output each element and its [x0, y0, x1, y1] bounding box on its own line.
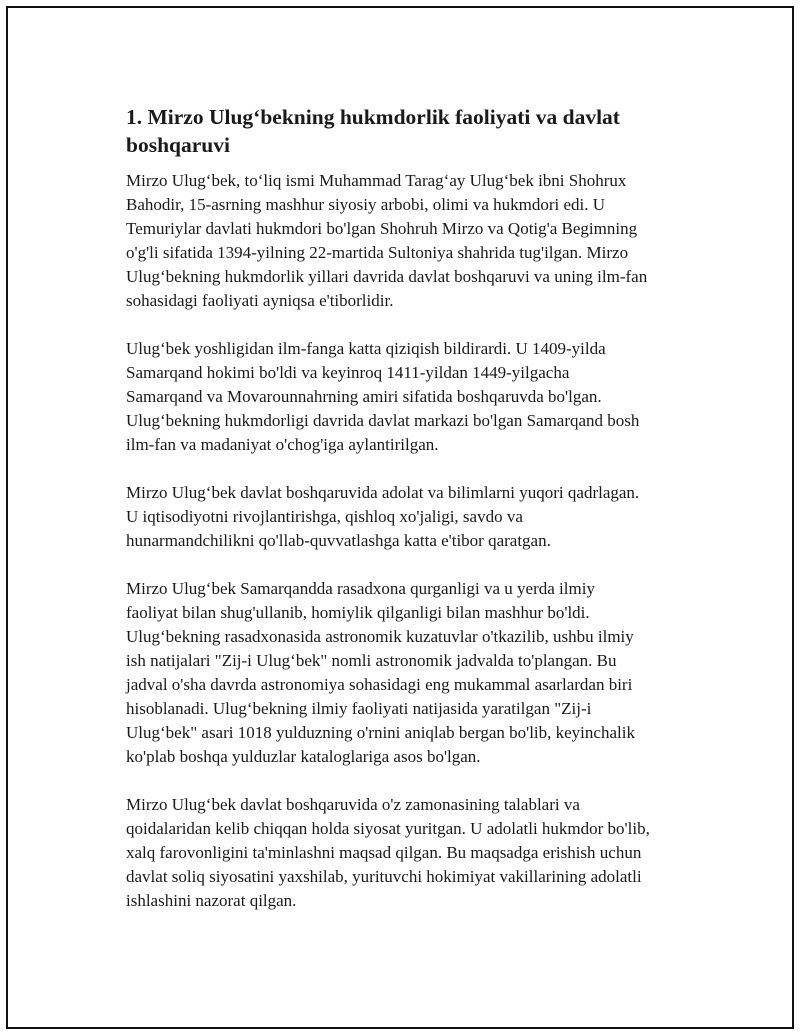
section-heading: 1. Mirzo Ulug‘bekning hukmdorlik faoliyati va davlat boshqaruvi [126, 105, 620, 157]
document-body [126, 103, 696, 937]
paragraph-governance: Mirzo Ulug‘bek davlat boshqaruvida o'z zamonasining talablari va qoidalaridan kelib chiqqan holda siyosat yuritgan. U adolatli hukmdor bo'lib, xalq farovonligini ta'minlashni maqsad qilgan. Bu maqsadga erishish uchun davlat soliq siyosatini yaxshilab, yurituvchi hokimiyat vakillarining adolatli ishlashini nazorat qilgan. [126, 795, 650, 910]
paragraph-observatory: Mirzo Ulug‘bek Samarqandda rasadxona qurganligi va u yerda ilmiy faoliyat bilan shug'ullanib, homiylik qilganligi bilan mashhur bo'ldi. Ulug‘bekning rasadxonasida astronomik kuzatuvlar o'tkazilib, ushbu ilmiy ish natijalari "Zij-i Ulug‘bek" nomli astronomik jadvalda to'plangan. Bu jadval o'sha davrda astronomiya sohasidagi eng mukammal asarlardan biri hisoblanadi. Ulug‘bekning ilmiy faoliyati natijasida yaratilgan "Zij-i Ulug‘bek" asari 1018 yulduzning o'rnini aniqlab bergan bo'lib, keyinchalik ko'plab boshqa yulduzlar kataloglariga asos bo'lgan. [126, 579, 635, 766]
page-frame [6, 6, 794, 1029]
paragraph-early-rule: Ulug‘bek yoshligidan ilm-fanga katta qiziqish bildirardi. U 1409-yilda Samarqand hokimi bo'ldi va keyinroq 1411-yildan 1449-yilgacha Samarqand va Movarounnahrning amiri sifatida boshqaruvda bo'lgan. Ulug‘bekning hukmdorligi davrida davlat markazi bo'lgan Samarqand bosh ilm-fan va madaniyat o'chog'iga aylantirilgan. [126, 339, 640, 454]
paragraph-biography: Mirzo Ulug‘bek, to‘liq ismi Muhammad Tarag‘ay Ulug‘bek ibni Shohrux Bahodir, 15-asrning mashhur siyosiy arbobi, olimi va hukmdori edi. U Temuriylar davlati hukmdori bo'lgan Shohruh Mirzo va Qotig'a Begimning o'g'li sifatida 1394-yilning 22-martida Sultoniya shahrida tug'ilgan. Mirzo Ulug‘bekning hukmdorlik yillari davrida davlat boshqaruvi va uning ilm-fan sohasidagi faoliyati ayniqsa e'tiborlidir. [126, 171, 648, 310]
paragraph-economy: Mirzo Ulug‘bek davlat boshqaruvida adolat va bilimlarni yuqori qadrlagan. U iqtisodiyotni rivojlantirishga, qishloq xo'jaligi, savdo va hunarmandchilikni qo'llab-quvvatlashga katta e'tibor qaratgan. [126, 483, 640, 550]
